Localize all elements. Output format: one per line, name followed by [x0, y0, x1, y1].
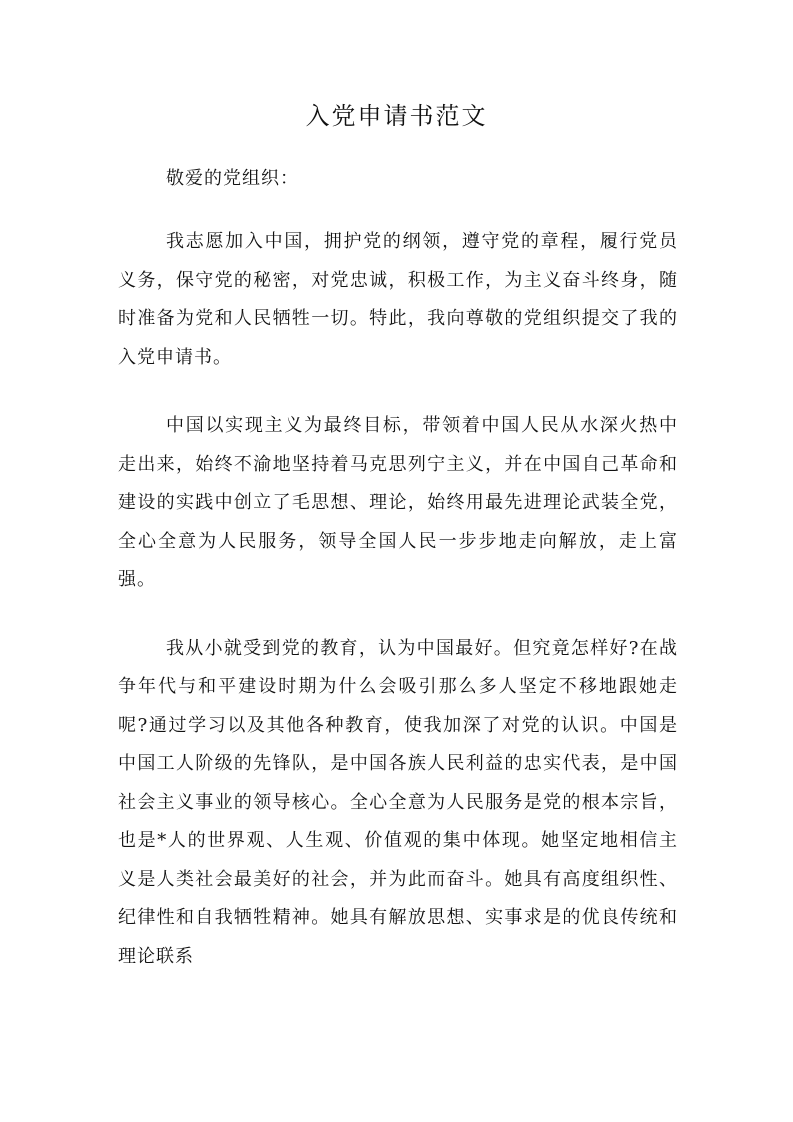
paragraph-2: 中国以实现主义为最终目标，带领着中国人民从水深火热中走出来，始终不渝地坚持着马克思列宁主义，并在中国自己革命和建设的实践中创立了毛思想、理论，始终用最先进理论武装全党，全心全意为人民服务，领导全国人民一步步地走向解放，走上富强。 [118, 415, 678, 590]
salutation: 敬爱的党组织： [166, 168, 299, 189]
document-title: 入党申请书范文 [305, 102, 488, 130]
document-body [118, 160, 678, 976]
paragraph-3: 我从小就受到党的教育，认为中国最好。但究竟怎样好?在战争年代与和平建设时期为什么会吸引那么多人坚定不移地跟她走呢?通过学习以及其他各种教育，使我加深了对党的认识。中国是中国工人阶级的先锋队，是中国各族人民利益的忠实代表，是中国社会主义事业的领导核心。全心全意为人民服务是党的根本宗旨，也是*人的世界观、人生观、价值观的集中体现。她坚定地相信主义是人类社会最美好的社会，并为此而奋斗。她具有高度组织性、纪律性和自我牺牲精神。她具有解放思想、实事求是的优良传统和理论联系 [118, 637, 678, 967]
paragraph-1: 我志愿加入中国，拥护党的纲领，遵守党的章程，履行党员义务，保守党的秘密，对党忠诚，积极工作，为主义奋斗终身，随时准备为党和人民牺牲一切。特此，我向尊敬的党组织提交了我的入党申请书。 [118, 231, 678, 368]
